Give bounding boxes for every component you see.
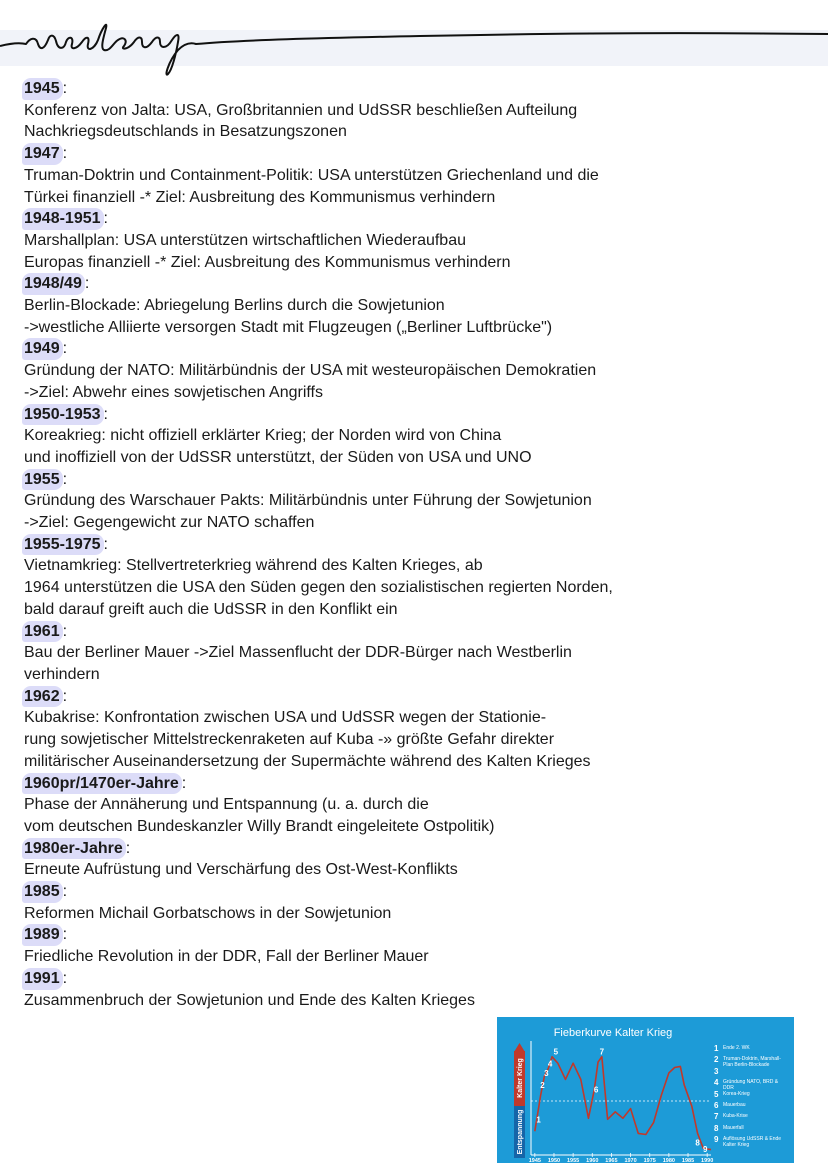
timeline-entry — [24, 881, 814, 924]
annotation-label: 7 — [599, 1047, 605, 1057]
timeline-entry — [24, 621, 814, 686]
timeline-entry — [24, 773, 814, 838]
timeline-year: 1962 — [22, 686, 63, 708]
legend-number: 6 — [714, 1100, 719, 1110]
legend-number: 4 — [714, 1078, 719, 1088]
timeline-year-line: 1962 : — [24, 686, 814, 708]
timeline-year-line: 1945 : — [24, 78, 814, 100]
timeline-year: 1948-1951 — [22, 208, 104, 230]
x-tick-label: 1980 — [662, 1158, 675, 1163]
timeline-text-line: Türkei finanziell -* Ziel: Ausbreitung des Kommunismus verhindern — [24, 188, 496, 206]
fieberkurve-chart — [497, 1017, 794, 1163]
timeline-text-line: Europas finanziell -* Ziel: Ausbreitung des Kommunismus verhindern — [24, 253, 511, 271]
timeline-entry — [24, 924, 814, 967]
x-tick-label: 1960 — [586, 1158, 599, 1163]
legend-text: Mauerbau — [723, 1101, 746, 1108]
legend-item — [714, 1113, 792, 1124]
timeline-year: 1947 — [22, 143, 63, 165]
timeline-year: 1950-1953 — [22, 404, 104, 426]
timeline-year: 1960pr/1470er-Jahre — [22, 773, 182, 795]
legend-item — [714, 1079, 792, 1090]
legend-text: Mauerfall — [723, 1124, 744, 1131]
timeline-text-line: Marshallplan: USA unterstützen wirtschaftlichen Wiederaufbau — [24, 231, 466, 249]
timeline-text-line: bald darauf greift auch die UdSSR in den Konflikt ein — [24, 600, 398, 618]
timeline-year: 1961 — [22, 621, 63, 643]
legend-item — [714, 1068, 792, 1079]
timeline-text-line: ->Ziel: Abwehr eines sowjetischen Angriffs — [24, 383, 323, 401]
y-axis-arrow — [514, 1043, 525, 1052]
x-tick-label: 1975 — [643, 1158, 656, 1163]
timeline-year-line: 1955-1975 : — [24, 534, 814, 556]
annotation-label: 9 — [703, 1144, 708, 1154]
timeline-text-line: vom deutschen Bundeskanzler Willy Brandt eingeleitete Ostpolitik) — [24, 817, 495, 835]
annotation-label: 5 — [553, 1047, 559, 1057]
timeline-text-line: Reformen Michail Gorbatschows in der Sowjetunion — [24, 904, 392, 922]
legend-number: 7 — [714, 1112, 719, 1122]
timeline-text-line: Koreakrieg: nicht offiziell erklärter Krieg; der Norden wird von China — [24, 427, 502, 445]
title-text: Verlauf — [0, 14, 4, 15]
timeline-year-line: 1948/49 : — [24, 273, 814, 295]
timeline-year: 1985 — [22, 881, 63, 903]
timeline-entry — [24, 78, 814, 143]
legend-item — [714, 1091, 792, 1102]
legend-number: 2 — [714, 1055, 719, 1065]
annotation-label: 1 — [536, 1115, 541, 1125]
legend-item — [714, 1045, 792, 1056]
timeline-text-line: ->westliche Alliierte versorgen Stadt mit Flugzeugen („Berliner Luftbrücke") — [24, 318, 553, 336]
timeline-text-line: rung sowjetischer Mittelstreckenraketen auf Kuba -» größte Gefahr direkter — [24, 731, 555, 749]
timeline-year-line: 1947 : — [24, 143, 814, 165]
legend-item — [714, 1136, 792, 1147]
title-handwriting — [0, 14, 828, 76]
x-tick-label: 1990 — [701, 1158, 714, 1163]
legend-text: Korea-Krieg — [723, 1090, 750, 1097]
timeline-text-line: Bau der Berliner Mauer ->Ziel Massenflucht der DDR-Bürger nach Westberlin — [24, 644, 572, 662]
timeline-text-line: und inoffiziell von der UdSSR unterstützt, der Süden von USA und UNO — [24, 448, 532, 466]
timeline-year: 1948/49 — [22, 273, 85, 295]
annotation-label: 4 — [547, 1059, 553, 1069]
timeline-year-line: 1960pr/1470er-Jahre : — [24, 773, 814, 795]
legend-number: 5 — [714, 1089, 719, 1099]
chart-legend — [714, 1045, 792, 1148]
legend-item — [714, 1056, 792, 1067]
timeline-year: 1945 — [22, 78, 63, 100]
timeline-text-line: Phase der Annäherung und Entspannung (u. a. durch die — [24, 796, 429, 814]
timeline-text-line: Konferenz von Jalta: USA, Großbritannien und UdSSR beschließen Aufteilung — [24, 101, 578, 119]
legend-text: Truman-Doktrin, Marshall-Plan Berlin-Blockade — [723, 1056, 781, 1068]
annotation-label: 2 — [540, 1081, 545, 1091]
timeline-text-line: Friedliche Revolution in der DDR, Fall der Berliner Mauer — [24, 948, 429, 966]
timeline-year: 1991 — [22, 968, 63, 990]
timeline-year-line: 1991 : — [24, 968, 814, 990]
timeline-text-line: Kubakrise: Konfrontation zwischen USA und UdSSR wegen der Stationie- — [24, 709, 547, 727]
legend-text: Kuba-Krise — [723, 1113, 748, 1120]
timeline-entry — [24, 469, 814, 534]
timeline-entry — [24, 534, 814, 621]
timeline-text-line: Zusammenbruch der Sowjetunion und Ende des Kalten Krieges — [24, 991, 475, 1009]
annotation-label: 6 — [593, 1085, 599, 1095]
timeline-entry — [24, 143, 814, 208]
timeline-year-line: 1949 : — [24, 338, 814, 360]
timeline-year-line: 1989 : — [24, 924, 814, 946]
timeline-year-line: 1950-1953 : — [24, 404, 814, 426]
timeline-text-line: Berlin-Blockade: Abriegelung Berlins durch die Sowjetunion — [24, 297, 445, 315]
legend-text: Ende 2. WK — [723, 1045, 750, 1051]
timeline-year: 1989 — [22, 924, 63, 946]
legend-item — [714, 1125, 792, 1136]
timeline-year: 1980er-Jahre — [22, 838, 126, 860]
x-tick-label: 1955 — [567, 1158, 580, 1163]
timeline-entry — [24, 208, 814, 273]
timeline-entry — [24, 404, 814, 469]
timeline-text-line: verhindern — [24, 665, 100, 683]
x-tick-label: 1985 — [681, 1158, 695, 1163]
timeline-year-line: 1980er-Jahre : — [24, 838, 814, 860]
legend-text: Gründung NATO, BRD & DDR — [723, 1079, 779, 1091]
timeline-text-line: militärischer Auseinandersetzung der Supermächte während des Kalten Krieges — [24, 752, 591, 770]
legend-number: 1 — [714, 1044, 719, 1053]
chart-title: Fieberkurve Kalter Krieg — [553, 1027, 673, 1039]
timeline-text-line: Gründung des Warschauer Pakts: Militärbündnis unter Führung der Sowjetunion — [24, 492, 592, 510]
annotation-label: 8 — [695, 1138, 700, 1148]
timeline-text-line: Erneute Aufrüstung und Verschärfung des Ost-West-Konflikts — [24, 861, 458, 879]
timeline-year-line: 1948-1951 : — [24, 208, 814, 230]
timeline-year-line: 1955 : — [24, 469, 814, 491]
timeline-year: 1955 — [22, 469, 63, 491]
timeline-text-line: Gründung der NATO: Militärbündnis der USA mit westeuropäischen Demokratien — [24, 362, 597, 380]
timeline-year: 1949 — [22, 338, 63, 360]
timeline-text-line: Nachkriegsdeutschlands in Besatzungszonen — [24, 123, 347, 141]
timeline-text-line: 1964 unterstützen die USA den Süden gegen den sozialistischen regierten Norden, — [24, 579, 613, 597]
legend-text: Auflösung UdSSR & Ende Kalter Krieg — [723, 1136, 782, 1148]
timeline-entry — [24, 838, 814, 881]
timeline-year-line: 1961 : — [24, 621, 814, 643]
timeline-entry — [24, 273, 814, 338]
x-tick-label: 1965 — [605, 1158, 618, 1163]
legend-number: 3 — [714, 1066, 719, 1076]
legend-number: 9 — [714, 1135, 719, 1145]
series-line — [535, 1057, 711, 1150]
timeline-text-line: Truman-Doktrin und Containment-Politik: USA unterstützen Griechenland und die — [24, 166, 599, 184]
timeline-entry — [24, 686, 814, 773]
timeline-entry — [24, 338, 814, 403]
ylabel-top: Kalter Krieg — [517, 1058, 524, 1098]
x-tick-label: 1950 — [547, 1158, 561, 1163]
x-tick-label: 1970 — [624, 1158, 637, 1163]
legend-item — [714, 1102, 792, 1113]
timeline-entry — [24, 968, 814, 1011]
annotation-label: 3 — [544, 1069, 549, 1079]
timeline-text-line: ->Ziel: Gegengewicht zur NATO schaffen — [24, 514, 315, 532]
timeline-year: 1955-1975 — [22, 534, 104, 556]
ylabel-bottom: Entspannung — [517, 1109, 524, 1155]
timeline-text-line: Vietnamkrieg: Stellvertreterkrieg während des Kalten Krieges, ab — [24, 557, 483, 575]
x-tick-label: 1945 — [528, 1158, 541, 1163]
timeline-year-line: 1985 : — [24, 881, 814, 903]
timeline — [24, 78, 814, 1011]
legend-number: 8 — [714, 1123, 719, 1133]
